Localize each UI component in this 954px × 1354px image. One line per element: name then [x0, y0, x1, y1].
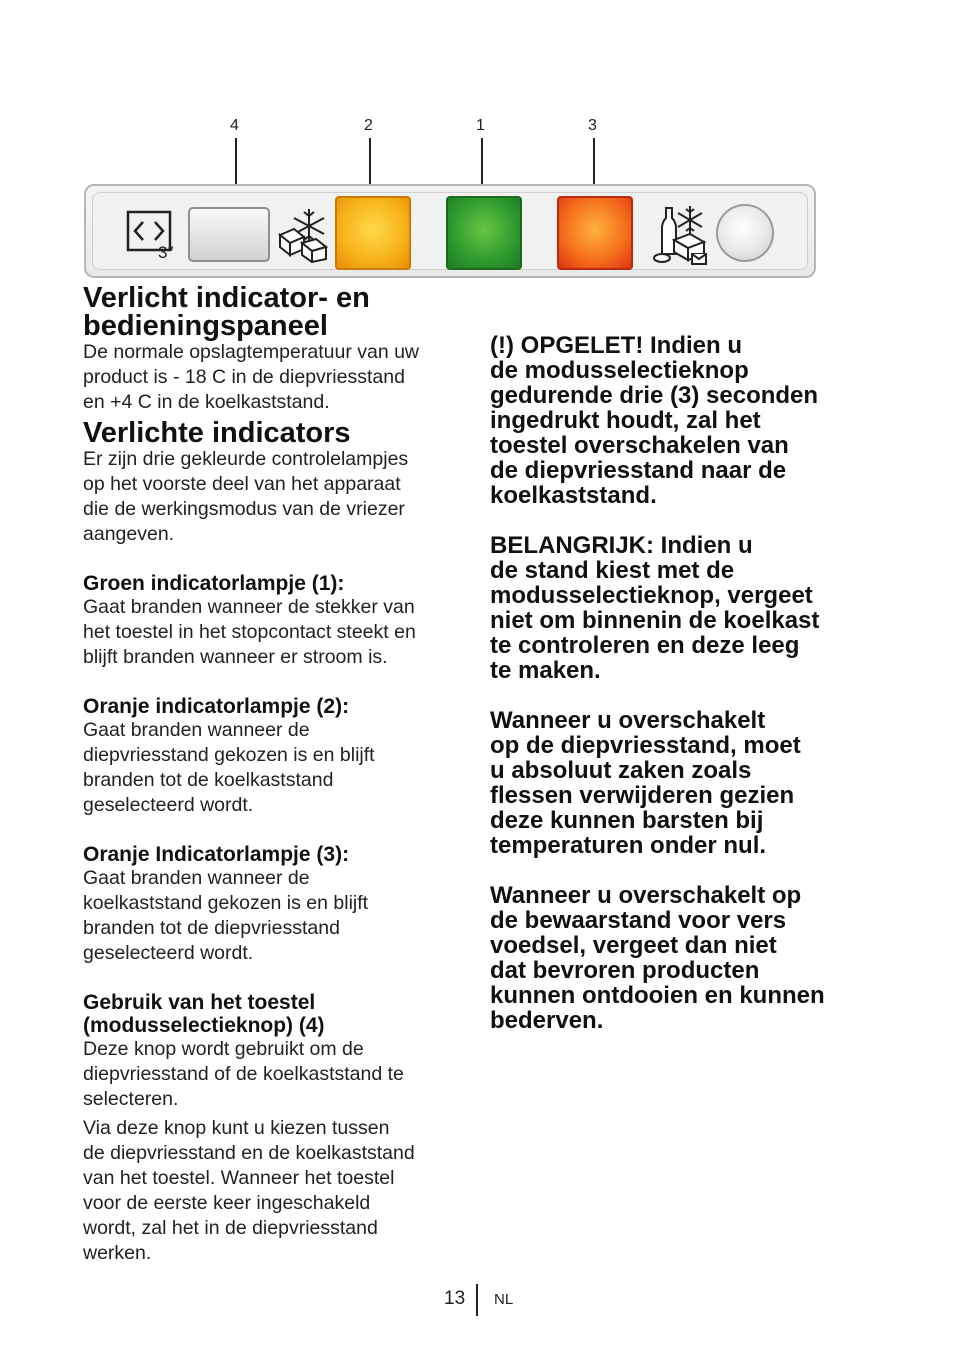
snowflake-ice-icon: [276, 205, 332, 263]
footer-divider: [476, 1284, 478, 1316]
orange-indicator-2-heading: Oranje indicatorlampje (2):: [83, 695, 350, 718]
callout-number-3: 3: [588, 117, 597, 134]
snowflake-bottle-food-icon: [650, 204, 710, 266]
paragraph-storage-temperature: De normale opslagtemperatuur van uw product is - 18 C in de diepvriesstand en +4 C in de koelkaststand.: [83, 341, 420, 413]
round-button[interactable]: [716, 204, 774, 262]
paragraph-indicators: Er zijn drie gekleurde controlelampjes op het voorste deel van het apparaat die de werkingsmodus van de vriezer aangeven.: [83, 448, 409, 545]
orange-indicator-lamp-3: [557, 196, 633, 270]
freeze-mode-block: Wanneer u overschakelt op de diepvriesstand, moet u absoluut zaken zoals flessen verwijderen gezien deze kunnen barsten bij temperaturen onder nul.: [490, 707, 801, 859]
mode-select-button[interactable]: [188, 207, 270, 262]
callout-number-1: 1: [476, 117, 485, 134]
important-block: BELANGRIJK: Indien u de stand kiest met de modusselectieknop, vergeet niet om binnenin de koelkast te controleren en deze leeg te maken.: [490, 532, 820, 684]
page-number: 13: [444, 1288, 466, 1309]
left-column: [83, 284, 469, 1266]
right-column: [490, 333, 874, 1033]
mode-button-heading: Gebruik van het toestel (modusselectieknop) (4): [83, 991, 325, 1037]
fresh-food-mode-block: Wanneer u overschakelt op de bewaarstand voor vers voedsel, vergeet dan niet dat bevroren producten kunnen ontdooien en kunnen bederven.: [490, 882, 825, 1034]
orange-indicator-lamp-2: [335, 196, 411, 270]
orange-indicator-3-text: Gaat branden wanneer de koelkaststand gekozen is en blijft branden tot de diepvriesstand geselecteerd wordt.: [83, 867, 369, 964]
callout-number-4: 4: [230, 117, 239, 134]
section-title-indicators: Verlichte indicators: [83, 417, 351, 449]
language-code: NL: [494, 1291, 514, 1308]
green-indicator-heading: Groen indicatorlampje (1):: [83, 572, 345, 595]
section-title-panel: Verlicht indicator- en bedieningspaneel: [83, 282, 370, 342]
green-indicator-text: Gaat branden wanneer de stekker van het toestel in het stopcontact steekt en blijft branden wanneer er stroom is.: [83, 596, 416, 668]
orange-indicator-2-text: Gaat branden wanneer de diepvriesstand gekozen is en blijft branden tot de koelkaststand geselecteerd wordt.: [83, 719, 375, 816]
warning-block: (!) OPGELET! Indien u de modusselectieknop gedurende drie (3) seconden ingedrukt houdt, zal het toestel overschakelen van de diepvriesstand naar de koelkaststand.: [490, 332, 819, 509]
mode-button-text-2: Via deze knop kunt u kiezen tussen de diepvriesstand en de koelkaststand van het toestel. Wanneer het toestel voor de eerste keer ingeschakeld wordt, zal het in de diepvriesstand werken.: [83, 1117, 415, 1264]
callout-number-2: 2: [364, 117, 373, 134]
mode-button-text-1: Deze knop wordt gebruikt om de diepvriesstand of de koelkaststand te selecteren.: [83, 1038, 404, 1110]
mode-hold-label: 3″: [158, 243, 174, 262]
green-indicator-lamp-1: [446, 196, 522, 270]
orange-indicator-3-heading: Oranje Indicatorlampje (3):: [83, 843, 350, 866]
